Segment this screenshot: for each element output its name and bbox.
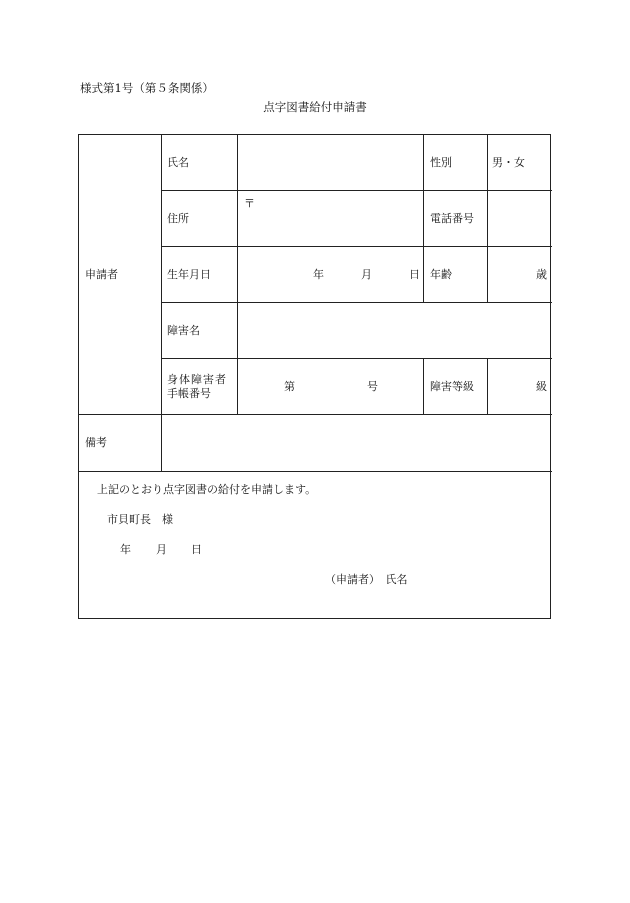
age-unit: 歳 [536, 268, 547, 281]
remarks-field[interactable] [163, 417, 550, 469]
phone-label: 電話番号 [430, 212, 474, 225]
application-form-table [78, 134, 551, 619]
declaration-statement: 上記のとおり点字図書の給付を申請します。 [97, 483, 317, 496]
address-field[interactable] [239, 193, 421, 245]
disability-name-label: 障害名 [167, 324, 200, 337]
birth-date-label: 生年月日 [167, 268, 211, 281]
gender-label: 性別 [430, 156, 452, 169]
disability-name-field[interactable] [239, 305, 550, 357]
handbook-label-line2: 手帳番号 [167, 387, 211, 400]
date-year-unit: 年 [120, 543, 131, 556]
form-number: 様式第1号（第５条関係） [80, 81, 214, 95]
addressee: 市貝町長 様 [107, 513, 173, 526]
handbook-prefix: 第 [284, 380, 295, 393]
date-month-unit: 月 [156, 543, 167, 556]
applicant-label: 申請者 [85, 268, 118, 281]
handbook-number-label [167, 373, 235, 401]
birth-year-unit: 年 [313, 268, 324, 281]
grade-label: 障害等級 [430, 380, 474, 393]
age-label: 年齢 [430, 268, 452, 281]
postal-mark: 〒 [244, 197, 255, 210]
handbook-suffix: 号 [367, 380, 378, 393]
remarks-label: 備考 [85, 436, 107, 449]
grade-unit: 級 [536, 380, 547, 393]
phone-field[interactable] [489, 193, 551, 245]
name-label: 氏名 [167, 156, 189, 169]
birth-month-unit: 月 [361, 268, 372, 281]
date-day-unit: 日 [191, 543, 202, 556]
handbook-label-line1: 身体障害者 [167, 373, 227, 386]
address-label: 住所 [167, 212, 189, 225]
birth-day-unit: 日 [409, 268, 420, 281]
gender-options[interactable]: 男・女 [492, 156, 525, 169]
name-field[interactable] [239, 137, 421, 189]
applicant-signature: （申請者） 氏名 [325, 573, 408, 586]
document-title: 点字図書給付申請書 [263, 100, 367, 114]
